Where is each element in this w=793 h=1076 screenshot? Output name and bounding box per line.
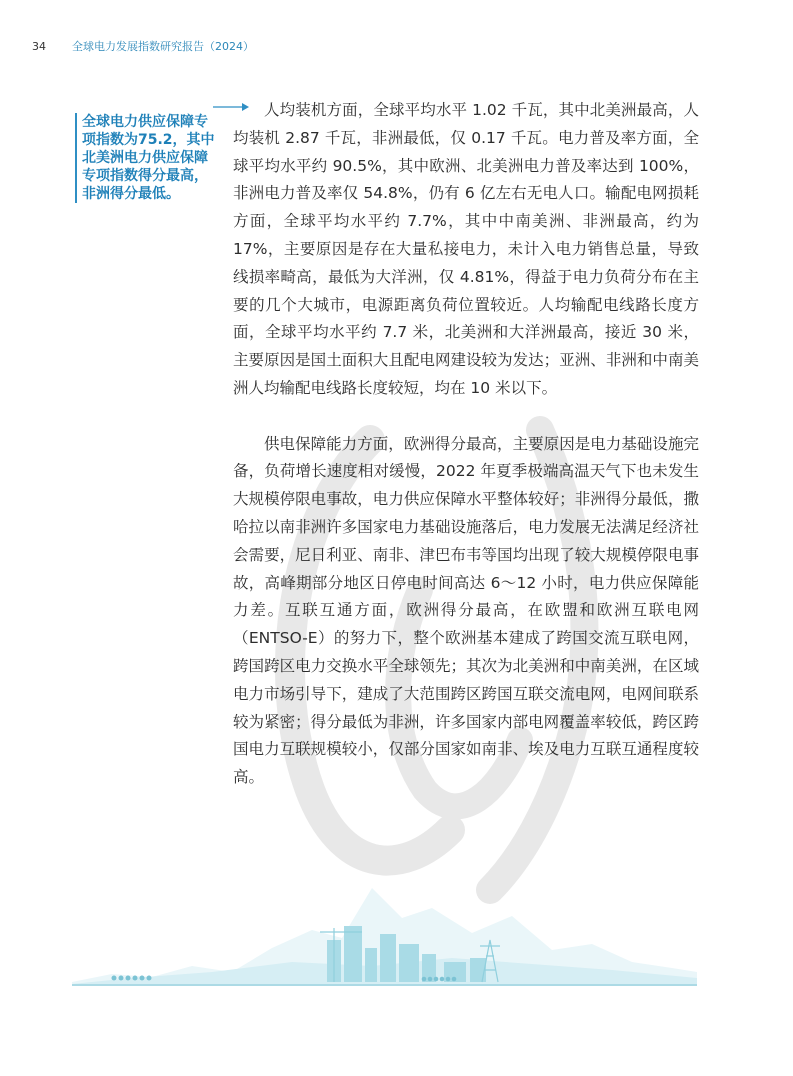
city-skyline-illustration: [72, 878, 697, 990]
main-text: [233, 97, 699, 792]
paragraph: 人均装机方面，全球平均水平 1.02 千瓦，其中北美洲最高，人均装机 2.87 千瓦，非洲最低，仅 0.17 千瓦。电力普及率方面，全球平均水平约 90.5%，其中欧洲、北美洲电力普及率达到 100%，非洲电力普及率仅 54.8%，仍有 6 亿左右无电人口。输配电网损耗方面，全球平均水平约 7.7%，其中中南美洲、非洲最高，约为 17%，主要原因是存在大量私接电力，未计入电力销售总量，导致线损率畸高，最低为大洋洲，仅 4.81%，得益于电力负荷分布在主要的几个大城市，电源距离负荷位置较近。人均输配电线路长度方面，全球平均水平约 7.7 米，北美洲和大洋洲最高，接近 30 米，主要原因是国土面积大且配电网建设较为发达；亚洲、非洲和中南美洲人均输配电线路长度较短，均在 10 米以下。: [233, 101, 699, 397]
page-header: [32, 38, 254, 54]
sidebar-callout: [75, 113, 220, 203]
running-title: 全球电力发展指数研究报告（2024）: [72, 40, 254, 53]
page-number: 34: [32, 40, 46, 53]
callout-text: 全球电力供应保障专项指数为75.2，其中北美洲电力供应保障专项指数得分最高，非洲得分最低。: [82, 114, 215, 202]
paragraph: 供电保障能力方面，欧洲得分最高，主要原因是电力基础设施完备，负荷增长速度相对缓慢，2022 年夏季极端高温天气下也未发生大规模停限电事故，电力供应保障水平整体较好；非洲得分最低，撒哈拉以南非洲许多国家电力基础设施落后，电力发展无法满足经济社会需要，尼日利亚、南非、津巴布韦等国均出现了较大规模停限电事故，高峰期部分地区日停电时间高达 6～12 小时，电力供应保障能力差。互联互通方面，欧洲得分最高，在欧盟和欧洲互联电网（ENTSO-E）的努力下，整个欧洲基本建成了跨国交流互联电网，跨国跨区电力交换水平全球领先；其次为北美洲和中南美洲，在区域电力市场引导下，建成了大范围跨区跨国互联交流电网，电网间联系较为紧密；得分最低为非洲，许多国家内部电网覆盖率较低，跨区跨国电力互联规模较小，仅部分国家如南非、埃及电力互联互通程度较高。: [233, 434, 699, 787]
